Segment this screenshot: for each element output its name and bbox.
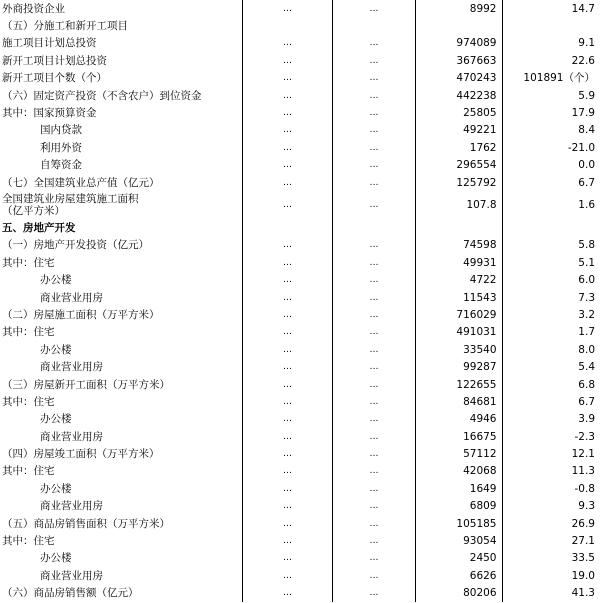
growth-cell: -2.3 [574,430,595,443]
ellipsis-cell: … [242,532,332,549]
ellipsis-cell: … [242,122,332,139]
growth-cell: 27.1 [571,535,595,548]
growth-cell: 101891（个） [523,72,595,85]
ellipsis-cell [242,219,332,236]
row-label: 办公楼 [0,480,242,497]
ellipsis-cell: … [242,393,332,410]
table-row [0,463,600,480]
ellipsis-cell: … [332,70,415,87]
ellipsis-cell: … [332,341,415,358]
growth-cell: 6.8 [578,378,595,391]
ellipsis-cell: … [242,358,332,375]
table-row [0,550,600,567]
ellipsis-cell: … [332,411,415,428]
ellipsis-cell: … [242,174,332,191]
growth-cell: 5.9 [578,89,595,102]
growth-cell: -21.0 [567,141,595,154]
growth-cell: 11.3 [571,465,595,478]
ellipsis-cell: … [332,585,415,602]
ellipsis-cell [332,219,415,236]
ellipsis-cell: … [242,52,332,69]
row-label: （五）分施工和新开工项目 [0,17,242,34]
table-row [0,498,600,515]
table-row [0,87,600,104]
ellipsis-cell: … [242,463,332,480]
ellipsis-cell: … [332,324,415,341]
value-cell: 125792 [415,174,502,191]
table-row [0,104,600,121]
growth-cell: -0.8 [574,482,595,495]
growth-cell: 19.0 [571,569,595,582]
value-cell: 105185 [415,515,502,532]
row-label: 其中：国家预算资金 [0,104,242,121]
ellipsis-cell: … [332,498,415,515]
value-cell: 8992 [415,0,502,17]
ellipsis-cell: … [332,550,415,567]
value-cell: 16675 [415,428,502,445]
growth-cell: 0.0 [578,159,595,172]
ellipsis-cell: … [332,271,415,288]
row-label: 商业营业用房 [0,289,242,306]
ellipsis-cell: … [332,254,415,271]
table-row [0,341,600,358]
table-row [0,567,600,584]
row-label: 外商投资企业 [0,0,242,17]
table-row [0,376,600,393]
growth-cell: 6.0 [578,274,595,287]
table-row [0,358,600,375]
ellipsis-cell: … [332,463,415,480]
ellipsis-cell: … [242,237,332,254]
value-cell: 6626 [415,567,502,584]
ellipsis-cell: … [332,393,415,410]
table-row [0,17,600,34]
value-cell: 442238 [415,87,502,104]
ellipsis-cell [242,17,332,34]
value-cell: 4946 [415,411,502,428]
growth-cell: 8.0 [578,343,595,356]
value-cell: 33540 [415,341,502,358]
value-cell: 491031 [415,324,502,341]
ellipsis-cell: … [332,122,415,139]
row-label: 商业营业用房 [0,567,242,584]
row-label: 其中：住宅 [0,324,242,341]
value-cell: 974089 [415,35,502,52]
table-row [0,157,600,174]
value-cell: 25805 [415,104,502,121]
row-label: 商业营业用房 [0,498,242,515]
ellipsis-cell: … [242,480,332,497]
growth-cell: 17.9 [571,107,595,120]
ellipsis-cell: … [242,428,332,445]
table-row [0,480,600,497]
ellipsis-cell: … [332,87,415,104]
value-cell: 122655 [415,376,502,393]
ellipsis-cell: … [242,87,332,104]
table-row [0,254,600,271]
value-cell: 57112 [415,445,502,462]
ellipsis-cell: … [242,498,332,515]
row-label: （四）房屋竣工面积（万平方米） [0,445,242,462]
row-label: 五、房地产开发 [0,219,242,236]
growth-cell: 22.6 [571,54,595,67]
value-cell: 1649 [415,480,502,497]
value-cell: 74598 [415,237,502,254]
row-label: 办公楼 [0,271,242,288]
growth-cell: 3.9 [578,413,595,426]
value-cell: 84681 [415,393,502,410]
table-row [0,0,600,17]
row-label: 全国建筑业房屋建筑施工面积 （亿平方米） [0,191,242,219]
row-label: （一）房地产开发投资（亿元） [0,237,242,254]
growth-cell: 5.4 [578,361,595,374]
ellipsis-cell: … [242,0,332,17]
ellipsis-cell: … [242,585,332,602]
ellipsis-cell: … [242,104,332,121]
ellipsis-cell: … [242,411,332,428]
ellipsis-cell: … [242,271,332,288]
row-label: 其中：住宅 [0,393,242,410]
table-row [0,70,600,87]
ellipsis-cell: … [332,174,415,191]
value-cell: 99287 [415,358,502,375]
row-label: 办公楼 [0,550,242,567]
table-row [0,191,600,219]
value-cell: 80206 [415,585,502,602]
row-label: 办公楼 [0,411,242,428]
growth-cell: 41.3 [571,587,595,600]
table-row [0,219,600,236]
table-row [0,585,600,602]
table-row [0,306,600,323]
ellipsis-cell: … [332,157,415,174]
value-cell: 716029 [415,306,502,323]
value-cell [415,219,502,236]
ellipsis-cell: … [332,52,415,69]
table-row [0,237,600,254]
ellipsis-cell: … [332,515,415,532]
row-label: （七）全国建筑业总产值（亿元） [0,174,242,191]
ellipsis-cell: … [242,567,332,584]
value-cell: 1762 [415,139,502,156]
ellipsis-cell: … [332,532,415,549]
growth-cell: 14.7 [571,2,595,15]
row-label: 其中：住宅 [0,463,242,480]
growth-cell: 5.8 [578,239,595,252]
ellipsis-cell: … [332,358,415,375]
table-row [0,35,600,52]
table-row [0,324,600,341]
growth-cell: 12.1 [571,448,595,461]
value-cell: 11543 [415,289,502,306]
ellipsis-cell: … [242,341,332,358]
ellipsis-cell: … [332,139,415,156]
table-row [0,515,600,532]
table-row [0,532,600,549]
growth-cell: 8.4 [578,124,595,137]
value-cell: 49931 [415,254,502,271]
row-label: 新开工项目个数（个） [0,70,242,87]
table-row [0,52,600,69]
growth-cell: 1.6 [578,199,595,212]
table-row [0,271,600,288]
growth-cell: 3.2 [578,308,595,321]
ellipsis-cell: … [242,35,332,52]
table-row [0,428,600,445]
table-row [0,139,600,156]
ellipsis-cell: … [332,428,415,445]
ellipsis-cell: … [242,157,332,174]
ellipsis-cell: … [242,515,332,532]
growth-cell: 9.3 [578,500,595,513]
value-cell: 6809 [415,498,502,515]
ellipsis-cell: … [332,289,415,306]
ellipsis-cell [332,17,415,34]
ellipsis-cell: … [332,35,415,52]
ellipsis-cell: … [332,191,415,219]
row-label: 利用外资 [0,139,242,156]
row-label: （二）房屋施工面积（万平方米） [0,306,242,323]
growth-cell [502,17,600,34]
row-label: 商业营业用房 [0,428,242,445]
value-cell: 470243 [415,70,502,87]
value-cell: 367663 [415,52,502,69]
row-label: 办公楼 [0,341,242,358]
ellipsis-cell: … [242,70,332,87]
growth-cell: 7.3 [578,291,595,304]
growth-cell: 5.1 [578,256,595,269]
row-label: （三）房屋新开工面积（万平方米） [0,376,242,393]
row-label: 施工项目计划总投资 [0,35,242,52]
value-cell: 2450 [415,550,502,567]
ellipsis-cell: … [332,445,415,462]
ellipsis-cell: … [242,289,332,306]
growth-cell: 6.7 [578,176,595,189]
value-cell: 93054 [415,532,502,549]
ellipsis-cell: … [332,0,415,17]
table-row [0,411,600,428]
row-label: 商业营业用房 [0,358,242,375]
value-cell [415,17,502,34]
value-cell: 42068 [415,463,502,480]
table-row [0,122,600,139]
row-label: （五）商品房销售面积（万平方米） [0,515,242,532]
ellipsis-cell: … [242,324,332,341]
row-label: 新开工项目计划总投资 [0,52,242,69]
value-cell: 296554 [415,157,502,174]
growth-cell: 6.7 [578,395,595,408]
ellipsis-cell: … [242,306,332,323]
value-cell: 49221 [415,122,502,139]
table-row [0,174,600,191]
growth-cell: 1.7 [578,326,595,339]
ellipsis-cell: … [332,104,415,121]
growth-cell [502,219,600,236]
ellipsis-cell: … [242,550,332,567]
ellipsis-cell: … [242,376,332,393]
ellipsis-cell: … [242,445,332,462]
row-label: （六）固定资产投资（不含农户）到位资金 [0,87,242,104]
growth-cell: 33.5 [571,552,595,565]
table-row [0,445,600,462]
ellipsis-cell: … [332,376,415,393]
table-row [0,393,600,410]
ellipsis-cell: … [332,237,415,254]
ellipsis-cell: … [242,191,332,219]
table-row [0,289,600,306]
value-cell: 4722 [415,271,502,288]
ellipsis-cell: … [332,306,415,323]
row-label: 国内贷款 [0,122,242,139]
row-label: （六）商品房销售额（亿元） [0,585,242,602]
ellipsis-cell: … [332,567,415,584]
row-label: 其中：住宅 [0,254,242,271]
growth-cell: 9.1 [578,37,595,50]
ellipsis-cell: … [332,480,415,497]
growth-cell: 26.9 [571,517,595,530]
ellipsis-cell: … [242,254,332,271]
row-label: 其中：住宅 [0,532,242,549]
row-label: 自筹资金 [0,157,242,174]
ellipsis-cell: … [242,139,332,156]
value-cell: 107.8 [415,191,502,219]
